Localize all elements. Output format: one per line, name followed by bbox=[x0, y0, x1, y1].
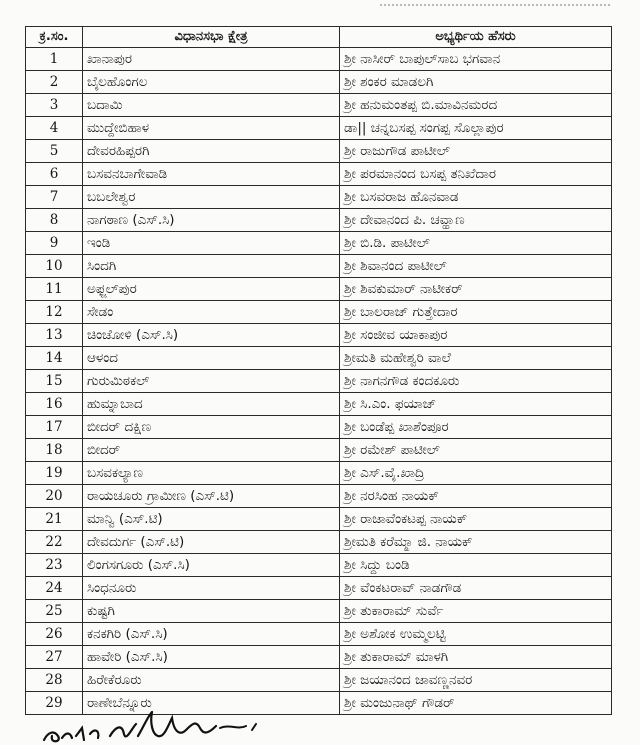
candidate-name-cell: ಶ್ರೀ ಪರಮಾನಂದ ಬಸಪ್ಪ ತನಿಖೆದಾರ bbox=[340, 163, 612, 186]
serial-number-cell: 9 bbox=[26, 232, 83, 255]
candidate-name-cell: ಶ್ರೀ ಅಶೋಕ ಉಮ್ಮಲಟ್ಟಿ bbox=[340, 623, 612, 646]
candidate-name-cell: ಶ್ರೀ ಮಂಜುನಾಥ್ ಗೌಡರ್ bbox=[340, 692, 612, 715]
serial-number-cell: 12 bbox=[26, 301, 83, 324]
serial-number-cell: 27 bbox=[26, 646, 83, 669]
candidate-name-cell: ಶ್ರೀ ಜಯಾನಂದ ಜಾವಣ್ಣನವರ bbox=[340, 669, 612, 692]
table-row bbox=[26, 531, 612, 554]
constituency-cell: ಬಬಲೇಶ್ವರ bbox=[83, 186, 340, 209]
serial-number-cell: 24 bbox=[26, 577, 83, 600]
candidate-name-cell: ಶ್ರೀ ರಾಜುಗೌಡ ಪಾಟೀಲ್ bbox=[340, 140, 612, 163]
constituency-cell: ಚಿಂಚೋಳಿ (ಎಸ್.ಸಿ) bbox=[83, 324, 340, 347]
constituency-cell: ರಾಣೇಬೆನ್ನೂರು bbox=[83, 692, 340, 715]
constituency-cell: ದೇವದುರ್ಗ (ಎಸ್.ಟಿ) bbox=[83, 531, 340, 554]
serial-number-cell: 3 bbox=[26, 94, 83, 117]
serial-number-cell: 26 bbox=[26, 623, 83, 646]
serial-number-cell: 22 bbox=[26, 531, 83, 554]
table-row bbox=[26, 71, 612, 94]
candidate-name-cell: ಶ್ರೀ ಬಂಡೆಪ್ಪ ಖಾಶೆಂಪೂರ bbox=[340, 416, 612, 439]
constituency-cell: ನಾಗಠಾಣ (ಎಸ್.ಸಿ) bbox=[83, 209, 340, 232]
serial-number-cell: 21 bbox=[26, 508, 83, 531]
table-row bbox=[26, 462, 612, 485]
candidate-name-cell: ಶ್ರೀ ನಾಸೀರ್ ಬಾಪುಲ್‌ಸಾಬ ಭಗವಾನ bbox=[340, 48, 612, 71]
candidate-name-cell: ಶ್ರೀ ತುಕಾರಾಮ್ ಸುರ್ವೆ bbox=[340, 600, 612, 623]
serial-number-cell: 4 bbox=[26, 117, 83, 140]
header-candidate-name: ಅಭ್ಯರ್ಥಿಯ ಹೆಸರು bbox=[340, 27, 612, 48]
table-header-row bbox=[26, 27, 612, 48]
candidate-name-cell: ಶ್ರೀ ಸಿದ್ದು ಬಂಡಿ bbox=[340, 554, 612, 577]
table-row bbox=[26, 554, 612, 577]
table-body bbox=[26, 48, 612, 715]
constituency-cell: ಬೀದರ್ bbox=[83, 439, 340, 462]
constituency-cell: ಹುಮ್ನಾಬಾದ bbox=[83, 393, 340, 416]
constituency-cell: ಖಾನಾಪುರ bbox=[83, 48, 340, 71]
table-row bbox=[26, 623, 612, 646]
cropped-heading-fragment bbox=[380, 0, 610, 6]
table-row bbox=[26, 393, 612, 416]
candidate-name-cell: ಶ್ರೀ ನರಸಿಂಹ ನಾಯಕ್ bbox=[340, 485, 612, 508]
candidate-name-cell: ಶ್ರೀಮತಿ ಮಹೇಶ್ವರಿ ವಾಲೆ bbox=[340, 347, 612, 370]
candidate-name-cell: ಶ್ರೀಮತಿ ಕರೆಮ್ಮಾ ಜಿ. ನಾಯಕ್ bbox=[340, 531, 612, 554]
table-row bbox=[26, 48, 612, 71]
serial-number-cell: 2 bbox=[26, 71, 83, 94]
candidate-name-cell: ಶ್ರೀ ದೇವಾನಂದ ಪಿ. ಚವ್ಹಾಣ bbox=[340, 209, 612, 232]
constituency-cell: ಬಸವಕಲ್ಯಾಣ bbox=[83, 462, 340, 485]
candidate-name-cell: ಶ್ರೀ ಸಂಜೀವ ಯಾಕಾಪುರ bbox=[340, 324, 612, 347]
constituency-cell: ಹಾವೇರಿ (ಎಸ್.ಸಿ) bbox=[83, 646, 340, 669]
header-constituency: ವಿಧಾನಸಭಾ ಕ್ಷೇತ್ರ bbox=[83, 27, 340, 48]
table-row bbox=[26, 209, 612, 232]
serial-number-cell: 15 bbox=[26, 370, 83, 393]
serial-number-cell: 28 bbox=[26, 669, 83, 692]
constituency-cell: ಹಿರೇಕೆರೂರು bbox=[83, 669, 340, 692]
serial-number-cell: 23 bbox=[26, 554, 83, 577]
candidate-name-cell: ಶ್ರೀ ತುಕಾರಾಮ್ ಮಾಳಗಿ bbox=[340, 646, 612, 669]
table-row bbox=[26, 278, 612, 301]
candidate-name-cell: ಡಾ|| ಚನ್ನಬಸಪ್ಪ ಸಂಗಪ್ಪ ಸೊಲ್ಲಾಪುರ bbox=[340, 117, 612, 140]
table-row bbox=[26, 94, 612, 117]
header-serial-number: ಕ್ರ.ಸಂ. bbox=[26, 27, 83, 48]
serial-number-cell: 8 bbox=[26, 209, 83, 232]
constituency-cell: ಬದಾಮಿ bbox=[83, 94, 340, 117]
candidate-name-cell: ಶ್ರೀ ಬಾಲರಾಜ್ ಗುತ್ತೇದಾರ bbox=[340, 301, 612, 324]
candidates-table bbox=[25, 26, 612, 715]
constituency-cell: ಸಿಂಧನೂರು bbox=[83, 577, 340, 600]
table-row bbox=[26, 140, 612, 163]
table-row bbox=[26, 301, 612, 324]
constituency-cell: ಬೈಲಹೊಂಗಲ bbox=[83, 71, 340, 94]
constituency-cell: ಇಂಡಿ bbox=[83, 232, 340, 255]
serial-number-cell: 19 bbox=[26, 462, 83, 485]
handwritten-signature bbox=[40, 706, 270, 746]
constituency-cell: ಲಿಂಗಸಗೂರು (ಎಸ್.ಸಿ) bbox=[83, 554, 340, 577]
candidate-name-cell: ಶ್ರೀ ಹನುಮಂತಪ್ಪ ಬಿ.ಮಾವಿನಮರದ bbox=[340, 94, 612, 117]
constituency-cell: ದೇವರಹಿಪ್ಪರಗಿ bbox=[83, 140, 340, 163]
candidate-name-cell: ಶ್ರೀ ಶಿವಾನಂದ ಪಾಟೀಲ್ bbox=[340, 255, 612, 278]
candidate-name-cell: ಶ್ರೀ ರಾಜಾವೆಂಕಟಪ್ಪ ನಾಯಕ್ bbox=[340, 508, 612, 531]
table-row bbox=[26, 347, 612, 370]
serial-number-cell: 1 bbox=[26, 48, 83, 71]
constituency-cell: ಬೀದರ್ ದಕ್ಷಿಣ bbox=[83, 416, 340, 439]
constituency-cell: ಗುರುಮಿಠಕಲ್ bbox=[83, 370, 340, 393]
table-row bbox=[26, 163, 612, 186]
table-row bbox=[26, 669, 612, 692]
table-row bbox=[26, 370, 612, 393]
table-row bbox=[26, 439, 612, 462]
table-row bbox=[26, 577, 612, 600]
constituency-cell: ಅಫ್ಜಲ್‌ಪುರ bbox=[83, 278, 340, 301]
constituency-cell: ಬಸವನಬಾಗೇವಾಡಿ bbox=[83, 163, 340, 186]
serial-number-cell: 13 bbox=[26, 324, 83, 347]
serial-number-cell: 14 bbox=[26, 347, 83, 370]
table-row bbox=[26, 508, 612, 531]
table-row bbox=[26, 416, 612, 439]
table-row bbox=[26, 232, 612, 255]
candidate-name-cell: ಶ್ರೀ ಶಂಕರ ಮಾಡಲಗಿ bbox=[340, 71, 612, 94]
table-row bbox=[26, 324, 612, 347]
serial-number-cell: 6 bbox=[26, 163, 83, 186]
constituency-cell: ಮುದ್ದೇಬಿಹಾಳ bbox=[83, 117, 340, 140]
table-row bbox=[26, 186, 612, 209]
candidate-name-cell: ಶ್ರೀ ಬಿ.ಡಿ. ಪಾಟೀಲ್ bbox=[340, 232, 612, 255]
table-row bbox=[26, 117, 612, 140]
constituency-cell: ಸಿಂದಗಿ bbox=[83, 255, 340, 278]
serial-number-cell: 17 bbox=[26, 416, 83, 439]
table-row bbox=[26, 600, 612, 623]
serial-number-cell: 25 bbox=[26, 600, 83, 623]
constituency-cell: ಮಾನ್ವಿ (ಎಸ್.ಟಿ) bbox=[83, 508, 340, 531]
constituency-cell: ಆಳಂದ bbox=[83, 347, 340, 370]
table-row bbox=[26, 646, 612, 669]
serial-number-cell: 29 bbox=[26, 692, 83, 715]
table-row bbox=[26, 255, 612, 278]
constituency-cell: ರಾಯಚೂರು ಗ್ರಾಮೀಣ (ಎಸ್.ಟಿ) bbox=[83, 485, 340, 508]
constituency-cell: ಕುಷ್ಟಗಿ bbox=[83, 600, 340, 623]
candidate-name-cell: ಶ್ರೀ ರಮೇಶ್ ಪಾಟೀಲ್ bbox=[340, 439, 612, 462]
constituency-cell: ಸೇಡಂ bbox=[83, 301, 340, 324]
candidate-name-cell: ಶ್ರೀ ನಾಗನಗೌಡ ಕಂದಕೂರು bbox=[340, 370, 612, 393]
serial-number-cell: 10 bbox=[26, 255, 83, 278]
serial-number-cell: 16 bbox=[26, 393, 83, 416]
serial-number-cell: 5 bbox=[26, 140, 83, 163]
serial-number-cell: 7 bbox=[26, 186, 83, 209]
serial-number-cell: 20 bbox=[26, 485, 83, 508]
table-row bbox=[26, 485, 612, 508]
candidate-name-cell: ಶ್ರೀ ಎಸ್.ವೈ.ಖಾದ್ರಿ bbox=[340, 462, 612, 485]
candidate-name-cell: ಶ್ರೀ ಬಸವರಾಜ ಹೊನವಾಡ bbox=[340, 186, 612, 209]
candidate-name-cell: ಶ್ರೀ ವೆಂಕಟರಾವ್ ನಾಡಗೌಡ bbox=[340, 577, 612, 600]
candidate-name-cell: ಶ್ರೀ ಸಿ.ಎಂ. ಫಯಾಜ್ bbox=[340, 393, 612, 416]
candidate-name-cell: ಶ್ರೀ ಶಿವಕುಮಾರ್ ನಾಟೀಕರ್ bbox=[340, 278, 612, 301]
serial-number-cell: 11 bbox=[26, 278, 83, 301]
serial-number-cell: 18 bbox=[26, 439, 83, 462]
constituency-cell: ಕನಕಗಿರಿ (ಎಸ್.ಸಿ) bbox=[83, 623, 340, 646]
